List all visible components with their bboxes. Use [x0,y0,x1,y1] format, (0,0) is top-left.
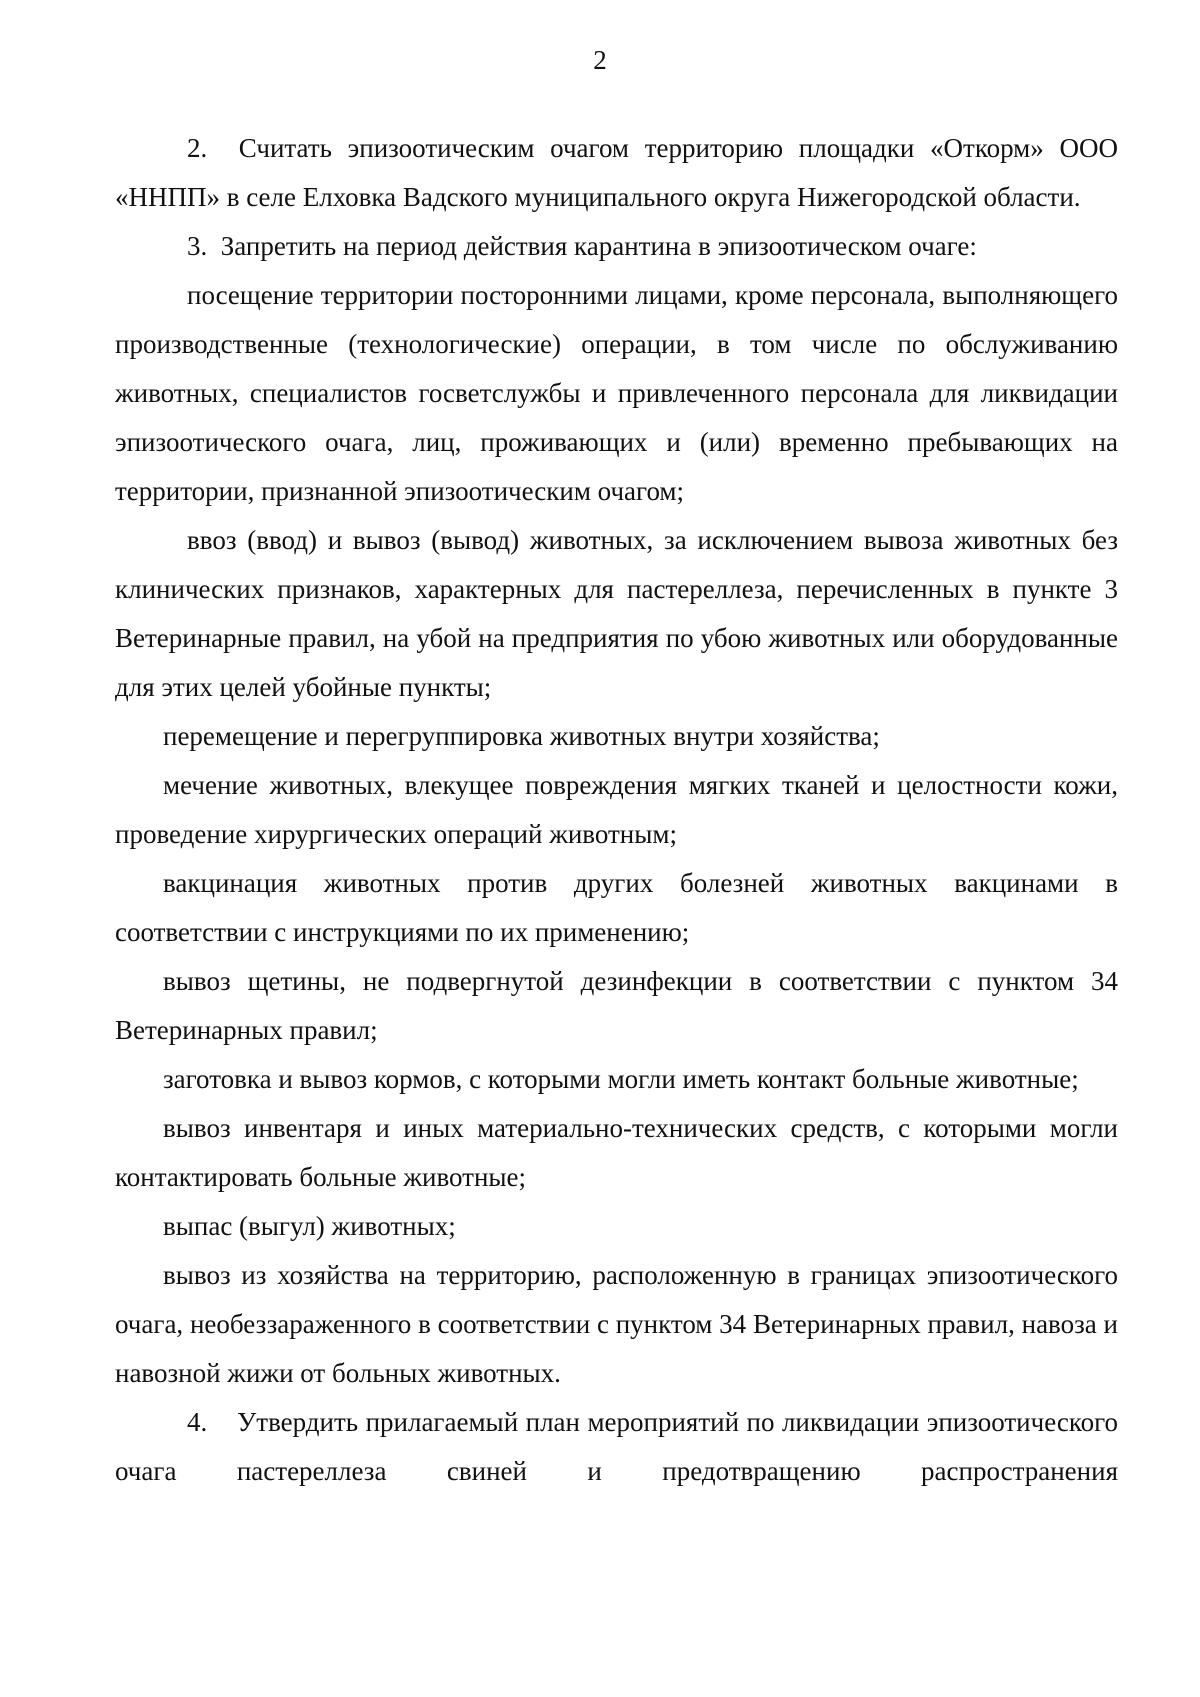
paragraph-restriction-animal-transport: ввоз (ввод) и вывоз (вывод) животных, за исключением вывоза животных без клинических признаков, характерных для пастереллеза, перечисленных в пункте 3 Ветеринарные правил, на убой на предприятия по убою животных или оборудованные для этих целей убойные пункты; [115,525,1118,702]
paragraph-restriction-vaccination: вакцинация животных против других болезней животных вакцинами в соответствии с инструкциями по их применению; [115,868,1118,947]
paragraph-restriction-grazing: выпас (выгул) животных; [163,1211,456,1241]
paragraph-restriction-visits: посещение территории посторонними лицами, кроме персонала, выполняющего производственные (технологические) операции, в том числе по обслуживанию животных, специалистов госветслужбы и привлеченного персонала для ликвидации эпизоотического очага, лиц, проживающих и (или) временно пребывающих на территории, признанной эпизоотическим очагом; [115,280,1118,506]
paragraph-restriction-feed: заготовка и вывоз кормов, с которыми могли иметь контакт больные животные; [163,1064,1079,1094]
paragraph-item-4: 4. Утвердить прилагаемый план мероприятий по ликвидации эпизоотического очага пастереллеза свиней и предотвращению распространения [115,1407,1118,1486]
paragraph-restriction-bristle: вывоз щетины, не подвергнутой дезинфекции в соответствии с пунктом 34 Ветеринарных правил; [115,966,1118,1045]
page-number: 2 [593,45,607,75]
document-body [115,124,1118,1496]
paragraph-item-3: 3. Запретить на период действия карантина в эпизоотическом очаге: [187,231,977,261]
paragraph-restriction-marking: мечение животных, влекущее повреждения мягких тканей и целостности кожи, проведение хирургических операций животным; [115,770,1118,849]
paragraph-item-2: 2. Считать эпизоотическим очагом территорию площадки «Откорм» ООО «ННПП» в селе Елховка Вадского муниципального округа Нижегородской области. [115,133,1118,212]
paragraph-restriction-inventory: вывоз инвентаря и иных материально-технических средств, с которыми могли контактировать больные животные; [115,1113,1118,1192]
paragraph-restriction-manure: вывоз из хозяйства на территорию, расположенную в границах эпизоотического очага, необеззараженного в соответствии с пунктом 34 Ветеринарных правил, навоза и навозной жижи от больных животных. [115,1260,1118,1388]
paragraph-restriction-regrouping: перемещение и перегруппировка животных внутри хозяйства; [163,721,880,751]
